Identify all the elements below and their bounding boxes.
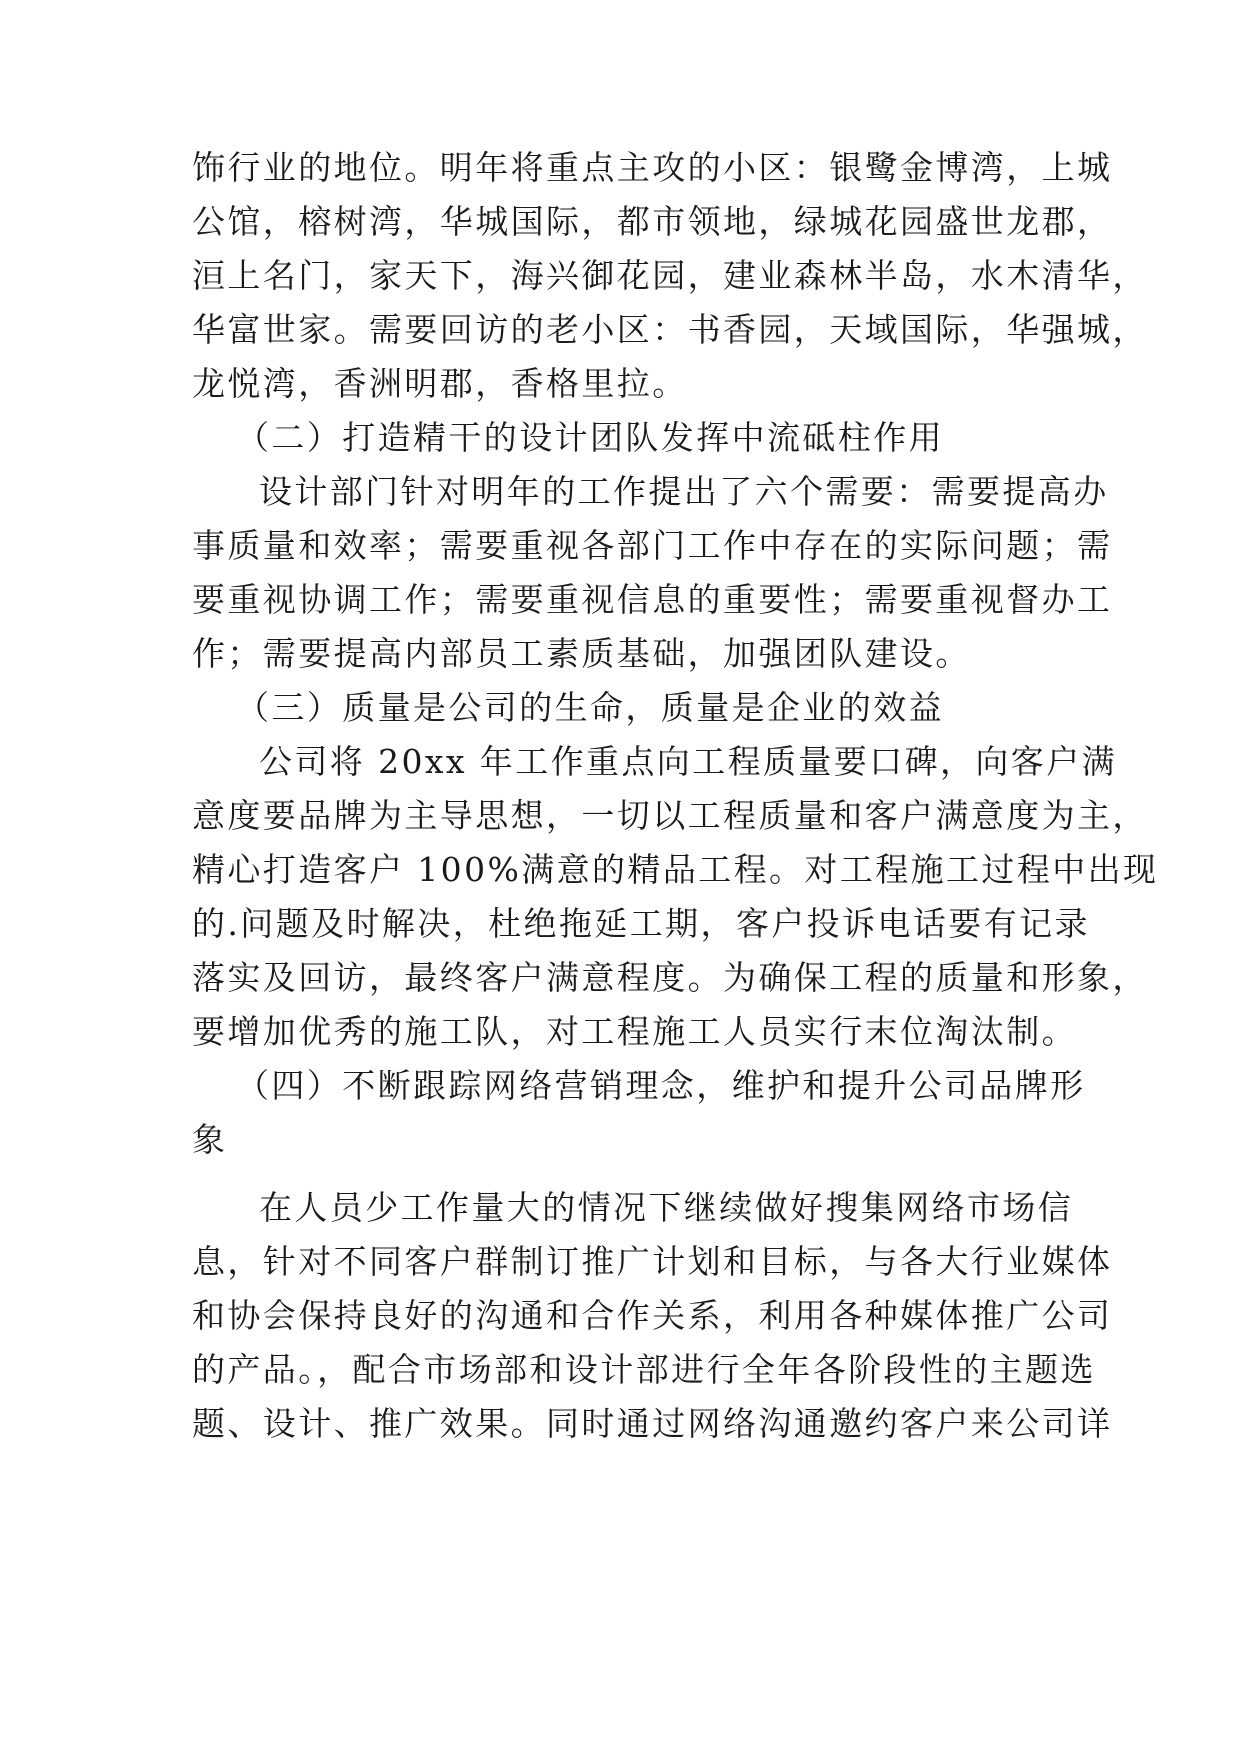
text-line: 设计部门针对明年的工作提出了六个需要：需要提高办 xyxy=(259,472,1109,511)
section-heading: 象 xyxy=(192,1120,228,1159)
text-line: 华富世家。需要回访的老小区：书香园，天域国际，华强城， xyxy=(192,310,1148,349)
text-line: 落实及回访，最终客户满意程度。为确保工程的质量和形象， xyxy=(192,958,1148,997)
text-line: 意度要品牌为主导思想，一切以工程质量和客户满意度为主， xyxy=(192,796,1148,835)
text-line: 和协会保持良好的沟通和合作关系，利用各种媒体推广公司 xyxy=(192,1296,1113,1335)
text-line: 息，针对不同客户群制订推广计划和目标，与各大行业媒体 xyxy=(192,1242,1113,1281)
text-line: 饰行业的地位。明年将重点主攻的小区：银鹭金博湾，上城 xyxy=(192,148,1113,187)
text-line: 要重视协调工作；需要重视信息的重要性；需要重视督办工 xyxy=(192,580,1113,619)
text-line: 精心打造客户 100%满意的精品工程。对工程施工过程中出现 xyxy=(192,850,1159,889)
text-line: 题、设计、推广效果。同时通过网络沟通邀约客户来公司详 xyxy=(192,1404,1113,1443)
text-line: 公馆，榕树湾，华城国际，都市领地，绿城花园盛世龙郡， xyxy=(192,202,1113,241)
text-line: 洹上名门，家天下，海兴御花园，建业森林半岛，水木清华， xyxy=(192,256,1148,295)
section-heading: （三）质量是公司的生命，质量是企业的效益 xyxy=(236,688,944,727)
text-line: 的.问题及时解决，杜绝拖延工期，客户投诉电话要有记录 xyxy=(192,904,1090,943)
text-line: 在人员少工作量大的情况下继续做好搜集网络市场信 xyxy=(259,1188,1074,1227)
text-line: 作；需要提高内部员工素质基础，加强团队建设。 xyxy=(192,634,971,673)
section-heading: （四）不断跟踪网络营销理念，维护和提升公司品牌形 xyxy=(236,1066,1086,1105)
text-line: 要增加优秀的施工队，对工程施工人员实行末位淘汰制。 xyxy=(192,1012,1077,1051)
section-heading: （二）打造精干的设计团队发挥中流砥柱作用 xyxy=(236,418,944,457)
text-line: 公司将 20xx 年工作重点向工程质量要口碑，向客户满 xyxy=(259,742,1117,781)
text-line: 事质量和效率；需要重视各部门工作中存在的实际问题；需 xyxy=(192,526,1113,565)
text-line: 的产品。，配合市场部和设计部进行全年各阶段性的主题选 xyxy=(192,1350,1096,1389)
text-line: 龙悦湾，香洲明郡，香格里拉。 xyxy=(192,364,688,403)
